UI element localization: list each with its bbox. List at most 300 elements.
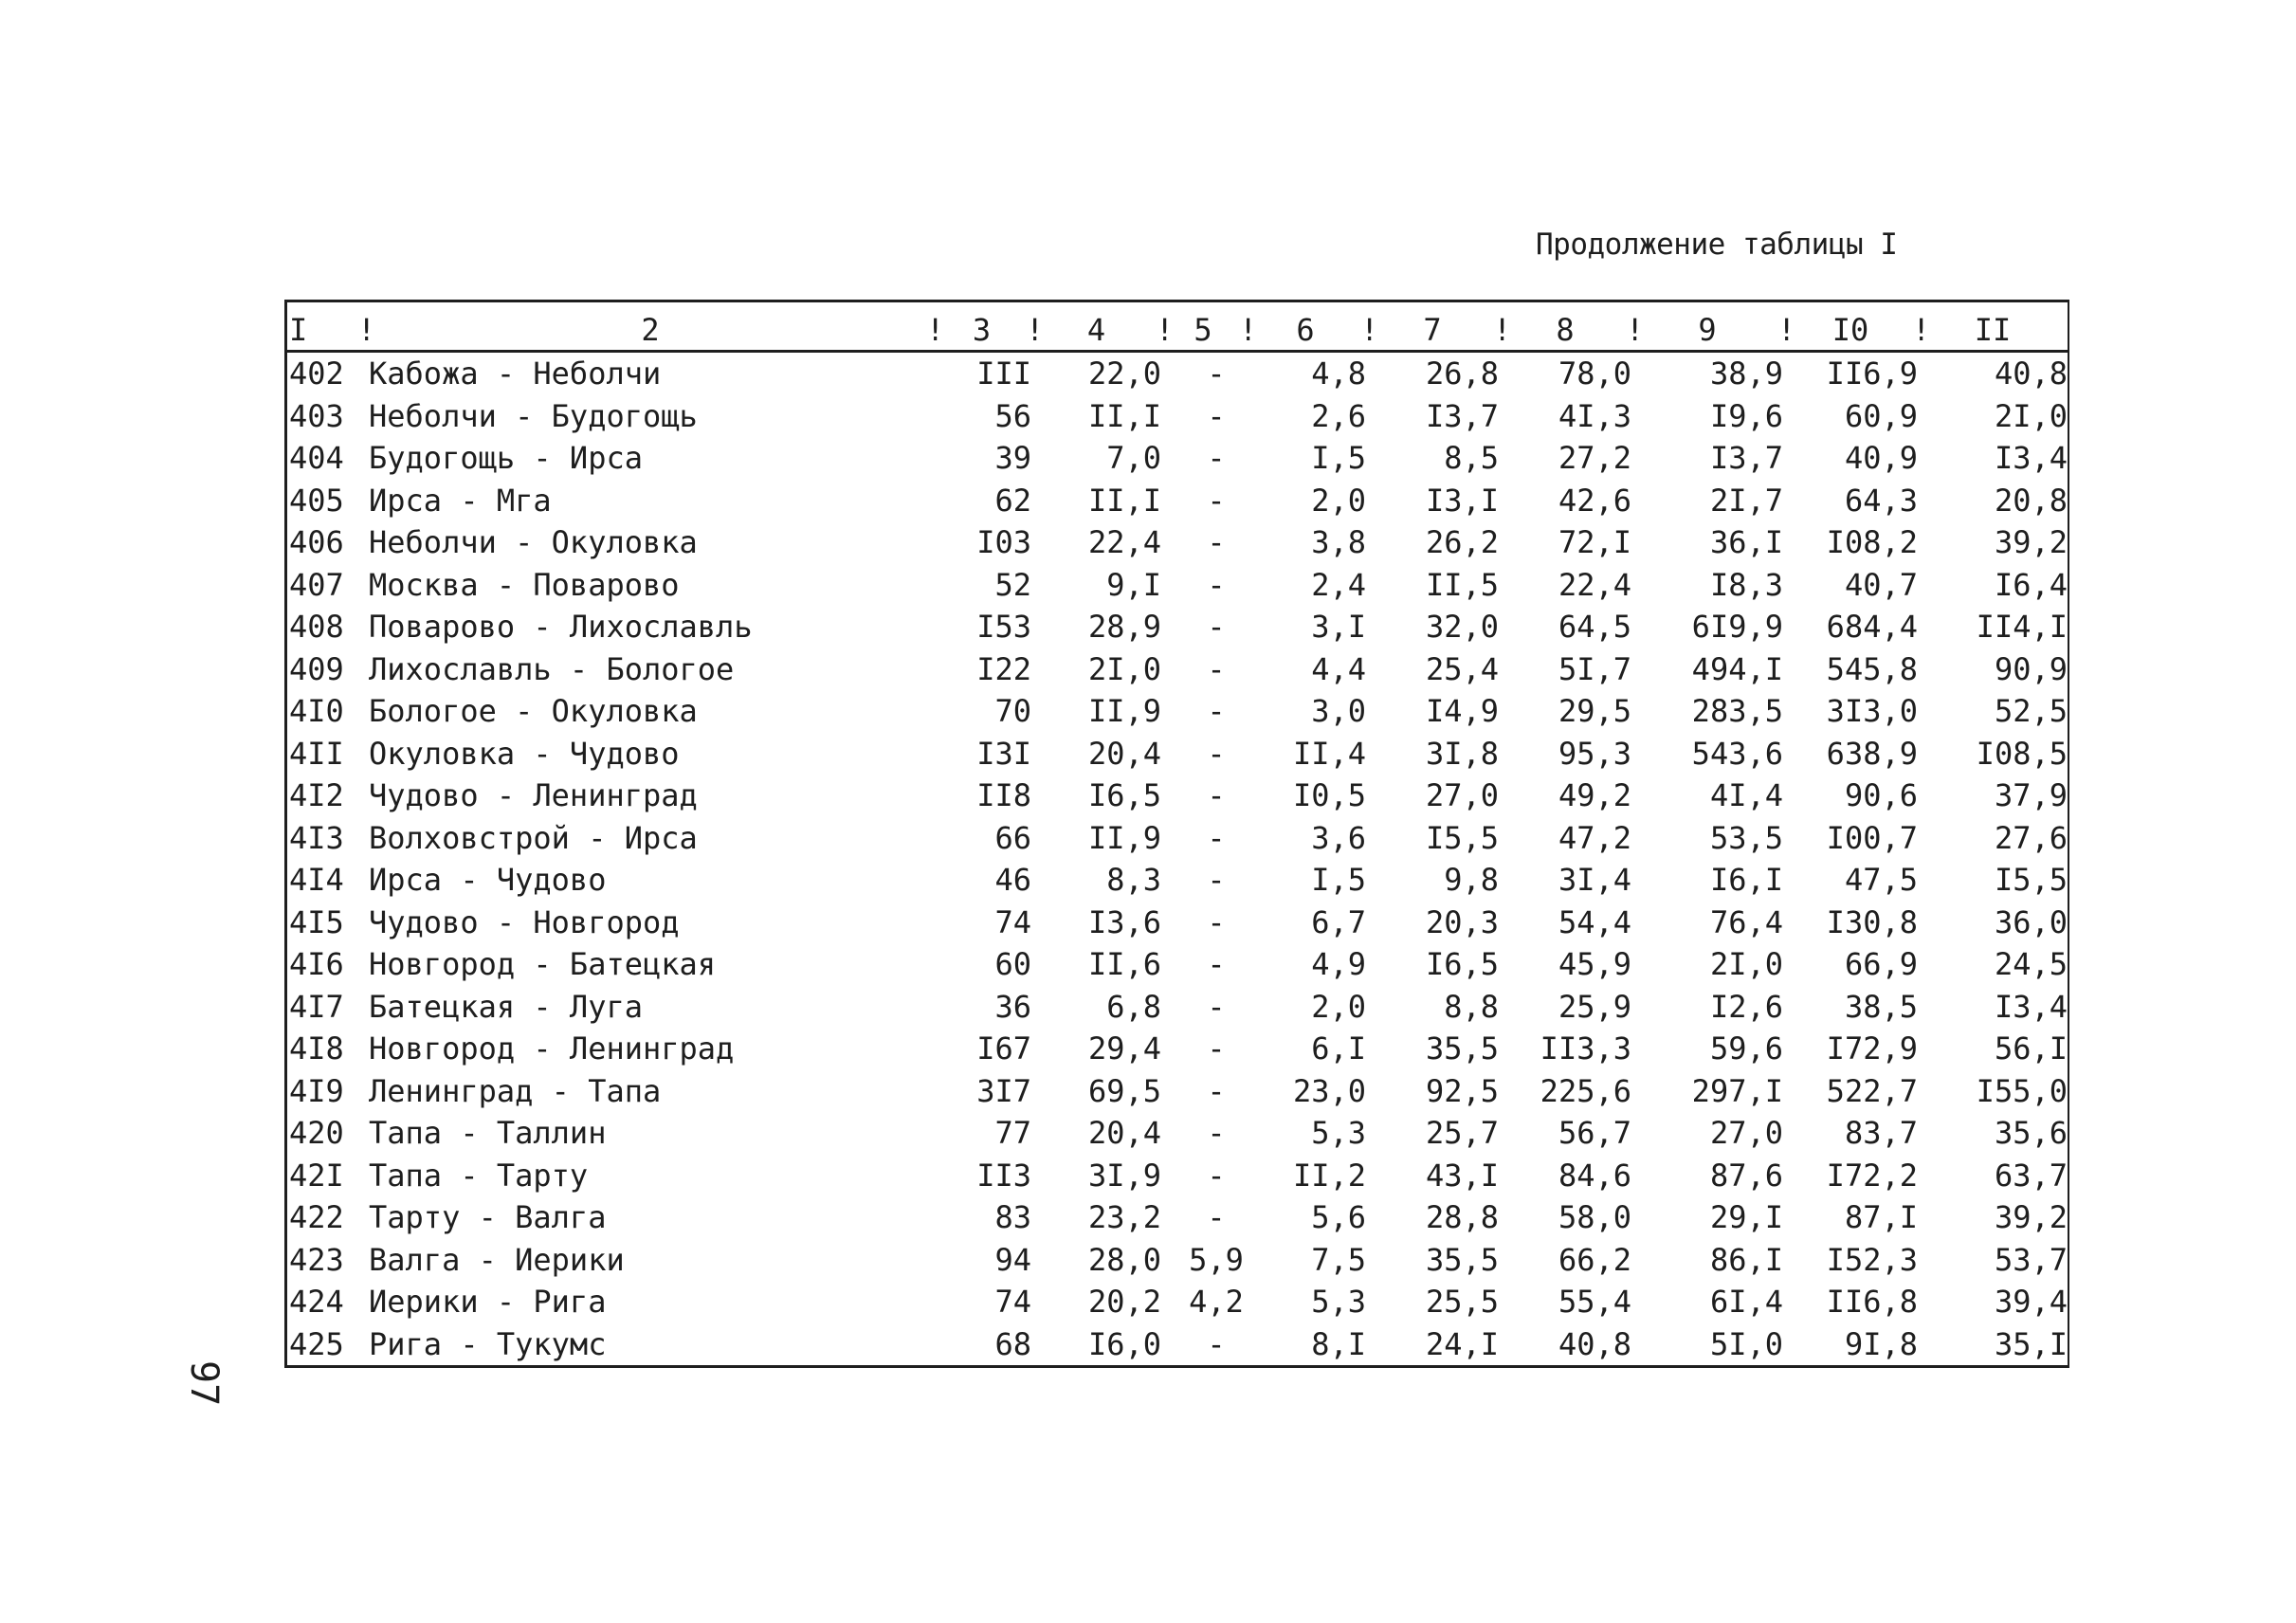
value-cell: 42,6 (1558, 482, 1631, 519)
row-number: 406 (289, 524, 344, 560)
column-separator: ! (1912, 312, 1931, 348)
value-cell: I08,2 (1826, 524, 1918, 560)
table-row (287, 1155, 2068, 1197)
value-cell (1161, 986, 1245, 1029)
value-cell: 52 (994, 566, 1031, 603)
row-number: 4I2 (289, 777, 344, 813)
value-cell: 5I,7 (1558, 650, 1631, 687)
value-text: - (1207, 482, 1226, 519)
value-cell: 46 (994, 862, 1031, 898)
value-cell: 36 (994, 988, 1031, 1025)
route-name: Неболчи - Окуловка (369, 524, 698, 560)
value-cell: 92,5 (1425, 1072, 1499, 1109)
route-name: Ленинград - Тапа (369, 1072, 662, 1109)
value-cell: I3,6 (1087, 903, 1161, 940)
value-cell: 8,5 (1444, 440, 1499, 476)
column-header-9 (1626, 306, 1783, 350)
table-row (287, 943, 2068, 986)
column-header-label: 3 (972, 312, 992, 348)
value-cell: 2,6 (1311, 397, 1366, 434)
value-cell: 5,3 (1311, 1115, 1366, 1151)
value-cell: 35,5 (1425, 1241, 1499, 1278)
value-cell: I0,5 (1292, 777, 1366, 813)
value-cell: 76,4 (1709, 903, 1783, 940)
value-cell: 78,0 (1558, 356, 1631, 392)
value-cell (1161, 521, 1245, 564)
row-number: 424 (289, 1284, 344, 1320)
column-header-8 (1493, 306, 1631, 350)
value-cell: 64,5 (1558, 609, 1631, 645)
table-row (287, 353, 2068, 395)
value-cell: 29,I (1709, 1199, 1783, 1235)
value-cell: 2I,0 (1994, 397, 2068, 434)
value-cell: 52,5 (1994, 693, 2068, 729)
value-cell: 9,8 (1444, 862, 1499, 898)
value-cell: I53 (976, 609, 1031, 645)
value-cell: 6I,4 (1709, 1284, 1783, 1320)
value-cell: 38,5 (1844, 988, 1918, 1025)
table-row (287, 986, 2068, 1029)
value-cell: I03 (976, 524, 1031, 560)
table-header-row (287, 306, 2068, 353)
value-cell: I2,6 (1709, 988, 1783, 1025)
value-text: 4,2 (1189, 1284, 1244, 1320)
value-cell: 70 (994, 693, 1031, 729)
column-separator: ! (1239, 312, 1258, 348)
row-number: 4I0 (289, 693, 344, 729)
value-cell: 27,0 (1709, 1115, 1783, 1151)
route-name: Тапа - Тарту (369, 1157, 589, 1194)
value-cell (1161, 564, 1245, 607)
value-cell: 56,7 (1558, 1115, 1631, 1151)
column-header-label: I0 (1831, 312, 1869, 348)
value-cell: 83 (994, 1199, 1031, 1235)
route-name: Лихославль - Бологое (369, 650, 735, 687)
value-cell: 4,4 (1311, 650, 1366, 687)
route-name: Валга - Иерики (369, 1241, 625, 1278)
value-cell (1161, 437, 1245, 480)
value-cell: 40,8 (1994, 356, 2068, 392)
value-cell: 77 (994, 1115, 1031, 1151)
value-cell (1161, 690, 1245, 733)
row-number: 405 (289, 482, 344, 519)
value-cell: 47,2 (1558, 819, 1631, 856)
route-name: Окуловка - Чудово (369, 735, 680, 772)
value-cell: 36,0 (1994, 903, 2068, 940)
value-cell: II,6 (1087, 946, 1161, 982)
row-number: 403 (289, 397, 344, 434)
data-table (284, 300, 2069, 1368)
value-cell: 20,2 (1087, 1284, 1161, 1320)
value-cell: 29,4 (1087, 1030, 1161, 1067)
column-header-1 (287, 306, 363, 350)
value-cell (1161, 1028, 1245, 1070)
row-number: 422 (289, 1199, 344, 1235)
column-header-label: 2 (641, 312, 660, 348)
value-cell: 6I9,9 (1691, 609, 1783, 645)
table-row (287, 521, 2068, 564)
value-cell: I6,5 (1087, 777, 1161, 813)
value-cell: 39 (994, 440, 1031, 476)
value-cell: 49,2 (1558, 777, 1631, 813)
route-name: Поварово - Лихославль (369, 609, 753, 645)
table-row (287, 859, 2068, 902)
value-cell: 60,9 (1844, 397, 1918, 434)
value-cell: 494,I (1691, 650, 1783, 687)
value-cell: 38,9 (1709, 356, 1783, 392)
value-cell: 39,2 (1994, 1199, 2068, 1235)
value-cell: 3I7 (976, 1072, 1031, 1109)
value-cell: 25,7 (1425, 1115, 1499, 1151)
value-cell: III (976, 356, 1031, 392)
row-number: 4I3 (289, 819, 344, 856)
value-text: - (1207, 356, 1226, 392)
table-body (287, 353, 2068, 1365)
table-row (287, 775, 2068, 817)
value-cell: 20,4 (1087, 1115, 1161, 1151)
value-cell: II,2 (1292, 1157, 1366, 1194)
value-cell: 8,8 (1444, 988, 1499, 1025)
route-name: Новгород - Батецкая (369, 946, 717, 982)
table-row (287, 648, 2068, 691)
value-cell: 20,3 (1425, 903, 1499, 940)
value-cell: II6,9 (1826, 356, 1918, 392)
column-header-5 (1156, 306, 1245, 350)
value-cell: 35,I (1994, 1325, 2068, 1362)
value-cell: 43,I (1425, 1157, 1499, 1194)
value-cell: 45,9 (1558, 946, 1631, 982)
value-cell: II,9 (1087, 693, 1161, 729)
route-name: Кабожа - Неболчи (369, 356, 662, 392)
value-cell: 35,6 (1994, 1115, 2068, 1151)
column-header-11 (1912, 306, 2068, 350)
value-cell: I52,3 (1826, 1241, 1918, 1278)
value-cell: II4,I (1976, 609, 2068, 645)
value-text: - (1207, 862, 1226, 898)
value-cell: 3,6 (1311, 819, 1366, 856)
value-cell: 23,2 (1087, 1199, 1161, 1235)
value-text: - (1207, 988, 1226, 1025)
value-cell: I5,5 (1425, 819, 1499, 856)
row-number: 423 (289, 1241, 344, 1278)
column-header-7 (1360, 306, 1499, 350)
value-cell: I6,I (1709, 862, 1783, 898)
value-cell: 54,4 (1558, 903, 1631, 940)
value-cell: 66 (994, 819, 1031, 856)
table-row (287, 395, 2068, 438)
value-text: - (1207, 397, 1226, 434)
value-text: - (1207, 1115, 1226, 1151)
value-cell: I6,5 (1425, 946, 1499, 982)
page-number: 97 (182, 1360, 226, 1407)
value-cell: 543,6 (1691, 735, 1783, 772)
value-cell: 545,8 (1826, 650, 1918, 687)
value-text: - (1207, 524, 1226, 560)
table-row (287, 606, 2068, 648)
value-cell: 26,2 (1425, 524, 1499, 560)
value-cell: I8,3 (1709, 566, 1783, 603)
value-cell: 83,7 (1844, 1115, 1918, 1151)
row-number: 4I8 (289, 1030, 344, 1067)
value-cell (1161, 733, 1245, 775)
value-cell (1161, 943, 1245, 986)
column-separator: ! (1626, 312, 1645, 348)
value-cell: 2,4 (1311, 566, 1366, 603)
value-cell: 56,I (1994, 1030, 2068, 1067)
table-row (287, 1028, 2068, 1070)
column-header-label: 8 (1556, 312, 1575, 348)
value-cell: 638,9 (1826, 735, 1918, 772)
value-cell: II8 (976, 777, 1031, 813)
value-cell: 66,2 (1558, 1241, 1631, 1278)
column-header-2 (357, 306, 932, 350)
route-name: Ирса - Чудово (369, 862, 607, 898)
value-cell (1161, 648, 1245, 691)
value-cell: 94 (994, 1241, 1031, 1278)
value-cell: 40,7 (1844, 566, 1918, 603)
value-cell: 29,5 (1558, 693, 1631, 729)
table-row (287, 817, 2068, 860)
value-cell: 6,8 (1106, 988, 1161, 1025)
value-cell: 3I,8 (1425, 735, 1499, 772)
value-cell: 8,3 (1106, 862, 1161, 898)
value-cell: 6,I (1311, 1030, 1366, 1067)
value-cell: II,I (1087, 482, 1161, 519)
value-text: - (1207, 903, 1226, 940)
row-number: 42I (289, 1157, 344, 1194)
value-cell (1161, 606, 1245, 648)
column-separator: ! (926, 312, 945, 348)
table-row (287, 1112, 2068, 1155)
value-cell: 40,8 (1558, 1325, 1631, 1362)
value-cell: 3,8 (1311, 524, 1366, 560)
value-cell: 20,4 (1087, 735, 1161, 772)
value-cell (1161, 480, 1245, 522)
column-separator: ! (1026, 312, 1045, 348)
table-row (287, 1239, 2068, 1282)
value-cell: 27,6 (1994, 819, 2068, 856)
value-cell: 28,9 (1087, 609, 1161, 645)
value-cell: 90,9 (1994, 650, 2068, 687)
value-cell: 32,0 (1425, 609, 1499, 645)
route-name: Батецкая - Луга (369, 988, 643, 1025)
table-row (287, 1196, 2068, 1239)
value-text: - (1207, 650, 1226, 687)
value-cell: 5I,0 (1709, 1325, 1783, 1362)
column-header-label: 7 (1423, 312, 1442, 348)
value-text: - (1207, 777, 1226, 813)
value-cell (1161, 775, 1245, 817)
route-name: Новгород - Ленинград (369, 1030, 735, 1067)
value-text: - (1207, 609, 1226, 645)
row-number: 407 (289, 566, 344, 603)
value-text: - (1207, 1199, 1226, 1235)
value-cell: I6,0 (1087, 1325, 1161, 1362)
value-cell (1161, 902, 1245, 944)
route-name: Волховстрой - Ирса (369, 819, 698, 856)
table-row (287, 480, 2068, 522)
value-cell: I3I (976, 735, 1031, 772)
value-cell: I,5 (1311, 440, 1366, 476)
route-name: Бологое - Окуловка (369, 693, 698, 729)
value-cell: 225,6 (1540, 1072, 1631, 1109)
value-cell: I22 (976, 650, 1031, 687)
value-cell: 22,4 (1087, 524, 1161, 560)
row-number: 4I6 (289, 946, 344, 982)
column-header-label: I (289, 312, 308, 348)
value-cell: 27,2 (1558, 440, 1631, 476)
table-row (287, 437, 2068, 480)
value-cell: I3,7 (1709, 440, 1783, 476)
value-cell: 39,2 (1994, 524, 2068, 560)
value-text: - (1207, 1030, 1226, 1067)
column-header-10 (1777, 306, 1918, 350)
row-number: 4I9 (289, 1072, 344, 1109)
value-text: 5,9 (1189, 1241, 1244, 1278)
value-cell: I08,5 (1976, 735, 2068, 772)
value-text: - (1207, 1072, 1226, 1109)
value-cell (1161, 1239, 1245, 1282)
value-text: - (1207, 735, 1226, 772)
row-number: 4I5 (289, 903, 344, 940)
value-cell: 3I3,0 (1826, 693, 1918, 729)
value-cell: 27,0 (1425, 777, 1499, 813)
value-cell: 25,5 (1425, 1284, 1499, 1320)
route-name: Чудово - Ленинград (369, 777, 698, 813)
value-cell: 3,0 (1311, 693, 1366, 729)
value-cell: II,I (1087, 397, 1161, 434)
route-name: Тапа - Таллин (369, 1115, 607, 1151)
value-text: - (1207, 1325, 1226, 1362)
column-header-label: 9 (1698, 312, 1717, 348)
value-cell: 9I,8 (1844, 1325, 1918, 1362)
value-cell (1161, 1281, 1245, 1323)
value-cell: 684,4 (1826, 609, 1918, 645)
value-cell: 6,7 (1311, 903, 1366, 940)
row-number: 404 (289, 440, 344, 476)
value-cell: 3,I (1311, 609, 1366, 645)
value-cell: 39,4 (1994, 1284, 2068, 1320)
value-cell: 86,I (1709, 1241, 1783, 1278)
value-cell: 2,0 (1311, 988, 1366, 1025)
row-number: 4II (289, 735, 344, 772)
value-cell (1161, 1155, 1245, 1197)
value-cell: 90,6 (1844, 777, 1918, 813)
value-cell: 24,I (1425, 1325, 1499, 1362)
value-cell: 5,6 (1311, 1199, 1366, 1235)
value-cell: I3,7 (1425, 397, 1499, 434)
table-row (287, 690, 2068, 733)
value-cell: 36,I (1709, 524, 1783, 560)
value-cell: 3I,9 (1087, 1157, 1161, 1194)
value-cell: 2I,0 (1709, 946, 1783, 982)
row-number: 402 (289, 356, 344, 392)
value-cell (1161, 859, 1245, 902)
column-header-label: 4 (1086, 312, 1106, 348)
value-cell: 4I,3 (1558, 397, 1631, 434)
value-cell: 66,9 (1844, 946, 1918, 982)
route-name: Москва - Поварово (369, 566, 680, 603)
value-text: - (1207, 566, 1226, 603)
value-cell: 53,7 (1994, 1241, 2068, 1278)
value-cell: 69,5 (1087, 1072, 1161, 1109)
table-bottom-rule (287, 1365, 2068, 1368)
value-cell: 25,4 (1425, 650, 1499, 687)
value-text: - (1207, 819, 1226, 856)
value-cell: 3I,4 (1558, 862, 1631, 898)
value-cell: 24,5 (1994, 946, 2068, 982)
value-cell: 40,9 (1844, 440, 1918, 476)
column-separator: ! (1777, 312, 1796, 348)
value-cell: 28,8 (1425, 1199, 1499, 1235)
value-cell: 22,0 (1087, 356, 1161, 392)
value-cell: 2I,7 (1709, 482, 1783, 519)
value-cell: 58,0 (1558, 1199, 1631, 1235)
value-cell: 2I,0 (1087, 650, 1161, 687)
value-cell: I3,4 (1994, 440, 2068, 476)
column-separator: ! (1493, 312, 1512, 348)
value-cell: 72,I (1558, 524, 1631, 560)
value-cell: II6,8 (1826, 1284, 1918, 1320)
value-cell: I3,4 (1994, 988, 2068, 1025)
value-cell (1161, 1070, 1245, 1113)
value-cell: 5,3 (1311, 1284, 1366, 1320)
value-cell: 26,8 (1425, 356, 1499, 392)
table-row (287, 1070, 2068, 1113)
value-cell: 95,3 (1558, 735, 1631, 772)
value-text: - (1207, 693, 1226, 729)
value-cell: I6,4 (1994, 566, 2068, 603)
value-cell: 522,7 (1826, 1072, 1918, 1109)
value-cell: 4,9 (1311, 946, 1366, 982)
value-cell: 63,7 (1994, 1157, 2068, 1194)
value-cell: 84,6 (1558, 1157, 1631, 1194)
value-cell: 47,5 (1844, 862, 1918, 898)
row-number: 4I7 (289, 988, 344, 1025)
column-header-label: 6 (1296, 312, 1315, 348)
row-number: 408 (289, 609, 344, 645)
table-row (287, 564, 2068, 607)
table-row (287, 1281, 2068, 1323)
value-cell: 53,5 (1709, 819, 1783, 856)
value-cell: I00,7 (1826, 819, 1918, 856)
value-text: - (1207, 440, 1226, 476)
value-cell: 8,I (1311, 1325, 1366, 1362)
value-cell: 7,5 (1311, 1241, 1366, 1278)
route-name: Неболчи - Будогощь (369, 397, 698, 434)
route-name: Рига - Тукумс (369, 1325, 607, 1362)
value-cell: 35,5 (1425, 1030, 1499, 1067)
value-cell: 2,0 (1311, 482, 1366, 519)
value-cell: I9,6 (1709, 397, 1783, 434)
route-name: Иерики - Рига (369, 1284, 607, 1320)
value-cell: 59,6 (1709, 1030, 1783, 1067)
table-caption: Продолжение таблицы I (1536, 228, 1898, 262)
value-cell: 37,9 (1994, 777, 2068, 813)
value-cell: I67 (976, 1030, 1031, 1067)
value-cell: 9,I (1106, 566, 1161, 603)
value-cell (1161, 353, 1245, 395)
table-row (287, 733, 2068, 775)
value-cell: I30,8 (1826, 903, 1918, 940)
value-cell: 62 (994, 482, 1031, 519)
route-name: Будогощь - Ирса (369, 440, 643, 476)
value-cell: 7,0 (1106, 440, 1161, 476)
value-cell: 22,4 (1558, 566, 1631, 603)
value-cell: II,4 (1292, 735, 1366, 772)
route-name: Ирса - Мга (369, 482, 552, 519)
value-text: - (1207, 1157, 1226, 1194)
